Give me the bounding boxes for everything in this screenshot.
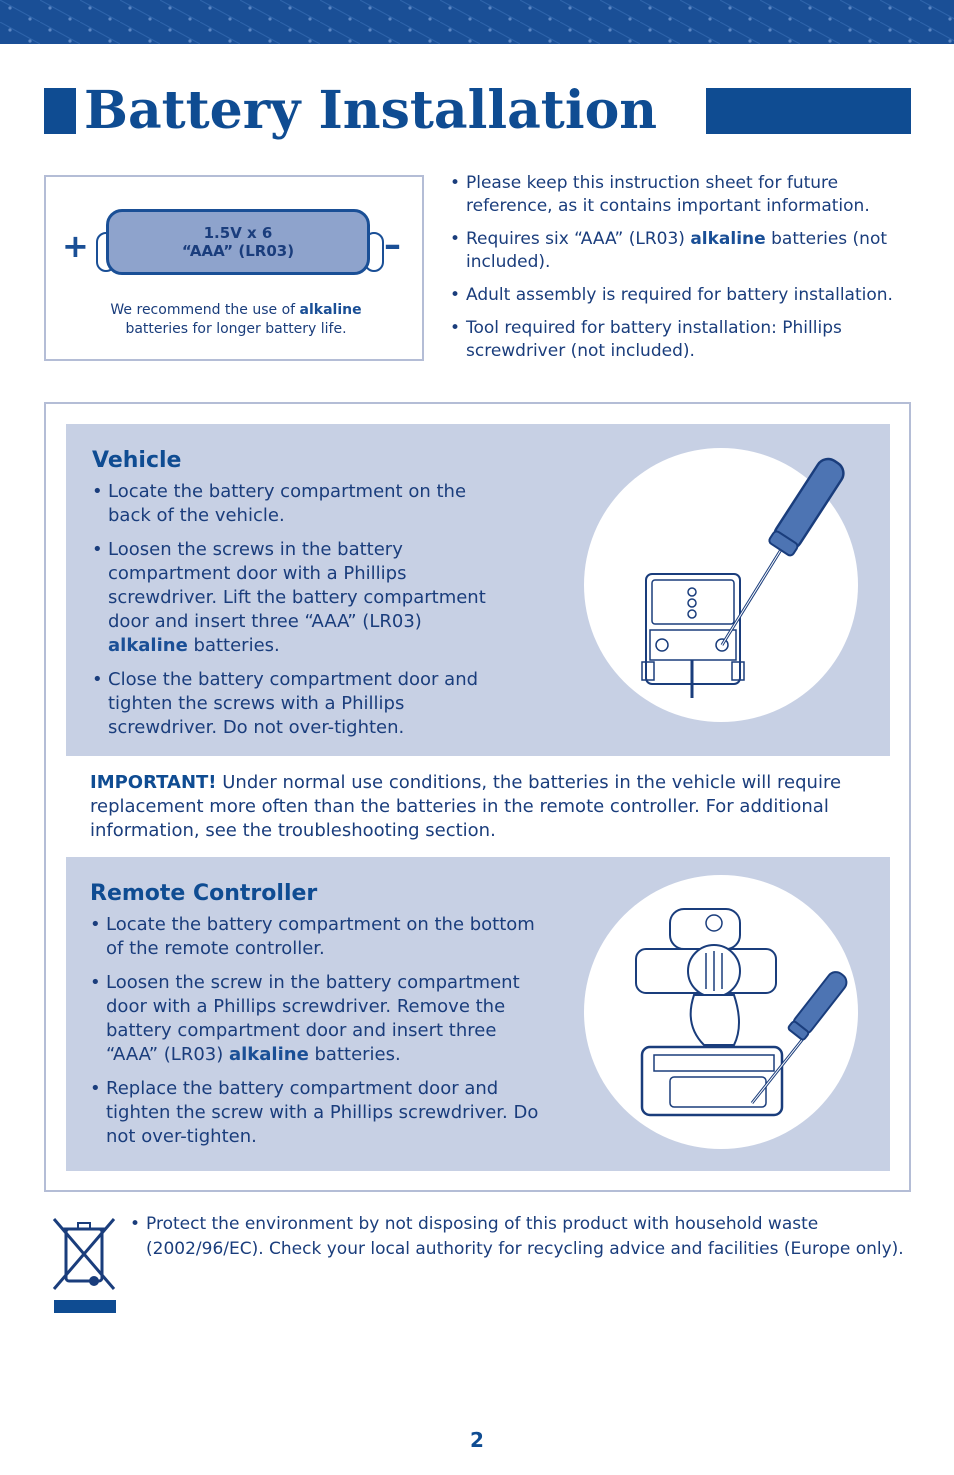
important-label: IMPORTANT! bbox=[90, 772, 217, 793]
weee-bin-icon bbox=[50, 1215, 118, 1315]
list-item bbox=[90, 971, 545, 1067]
vehicle-panel bbox=[66, 424, 890, 756]
list-item bbox=[92, 538, 492, 658]
list-item bbox=[92, 480, 492, 528]
list-item-text: Please keep this instruction sheet for future reference, as it contains important information. bbox=[466, 173, 870, 216]
list-item-text: Tool required for battery installation: Phillips screwdriver (not included). bbox=[466, 318, 842, 361]
vehicle-heading: Vehicle bbox=[92, 448, 182, 473]
header-pattern-band bbox=[0, 0, 954, 44]
remote-illustration bbox=[584, 875, 858, 1149]
note-text: We recommend the use of bbox=[110, 302, 300, 318]
battery-recommendation-note bbox=[66, 301, 406, 339]
important-text: Under normal use conditions, the batteries in the vehicle will require replacement more often than the batteries in the remote controller. For additional information, see the troubleshooting section. bbox=[90, 772, 842, 841]
instructions-box bbox=[44, 402, 911, 1192]
list-item-text: Adult assembly is required for battery installation. bbox=[466, 285, 893, 305]
remote-screwdriver-icon bbox=[584, 875, 858, 1149]
dot-pattern-icon bbox=[0, 0, 954, 44]
list-item-bold: alkaline bbox=[108, 635, 188, 656]
list-item-text: batteries. bbox=[187, 635, 280, 656]
battery-icon bbox=[106, 209, 370, 275]
note-alkaline: alkaline bbox=[299, 302, 362, 318]
minus-terminal-symbol: – bbox=[384, 225, 401, 265]
title-accent-right bbox=[706, 88, 911, 134]
crossed-bin-icon bbox=[50, 1215, 118, 1315]
environment-notice-text: Protect the environment by not disposing of this product with household waste (2002/96/EC). Check your local authority for recycling advice and facilities (Europe only). bbox=[146, 1214, 904, 1259]
battery-voltage-label: 1.5V x 6 bbox=[203, 224, 273, 242]
list-item bbox=[450, 172, 920, 218]
environment-notice bbox=[130, 1212, 906, 1262]
list-item bbox=[90, 1077, 545, 1149]
list-item-text: batteries (not included). bbox=[466, 229, 888, 272]
list-item bbox=[450, 284, 920, 307]
page-number: 2 bbox=[470, 1428, 484, 1452]
list-item-text: Locate the battery compartment on the bottom of the remote controller. bbox=[106, 914, 535, 959]
list-item-bold: alkaline bbox=[228, 1044, 309, 1065]
list-item bbox=[92, 668, 492, 740]
plus-terminal-symbol: + bbox=[62, 227, 89, 265]
battery-type-label: “AAA” (LR03) bbox=[181, 242, 295, 260]
list-item-text: Close the battery compartment door and tighten the screws with a Phillips screwdriver. Do not over-tighten. bbox=[108, 669, 479, 738]
remote-controller-panel bbox=[66, 857, 890, 1171]
list-item-text: Loosen the screw in the battery compartment door with a Phillips screwdriver. Remove the battery compartment door and insert three “AAA” (LR03) bbox=[106, 972, 520, 1065]
vehicle-steps bbox=[92, 480, 492, 750]
list-item-text: Loosen the screws in the battery compartment door with a Phillips screwdriver. Lift the battery compartment door and insert three “AAA” (LR03) bbox=[108, 539, 486, 632]
list-item bbox=[450, 228, 920, 274]
list-item-text: Replace the battery compartment door and tighten the screw with a Phillips screwdriver. Do not over-tighten. bbox=[106, 1078, 539, 1147]
list-item bbox=[90, 913, 545, 961]
battery-spec-box bbox=[44, 175, 424, 361]
remote-steps bbox=[90, 913, 545, 1159]
important-note bbox=[90, 771, 870, 843]
vehicle-illustration bbox=[584, 448, 858, 722]
list-item-bold: alkaline bbox=[690, 229, 766, 249]
list-item-text: Requires six “AAA” (LR03) bbox=[466, 229, 691, 249]
vehicle-screwdriver-icon bbox=[584, 448, 858, 722]
list-item bbox=[450, 317, 920, 363]
remote-heading: Remote Controller bbox=[90, 881, 318, 906]
list-item-text: batteries. bbox=[308, 1044, 401, 1065]
list-item-text: Locate the battery compartment on the back of the vehicle. bbox=[108, 481, 467, 526]
page-title-bar bbox=[44, 80, 911, 141]
note-text-end: batteries for longer battery life. bbox=[125, 321, 347, 337]
general-info-list bbox=[450, 172, 920, 373]
page-title: Battery Installation bbox=[84, 80, 658, 141]
title-accent-left bbox=[44, 88, 76, 134]
